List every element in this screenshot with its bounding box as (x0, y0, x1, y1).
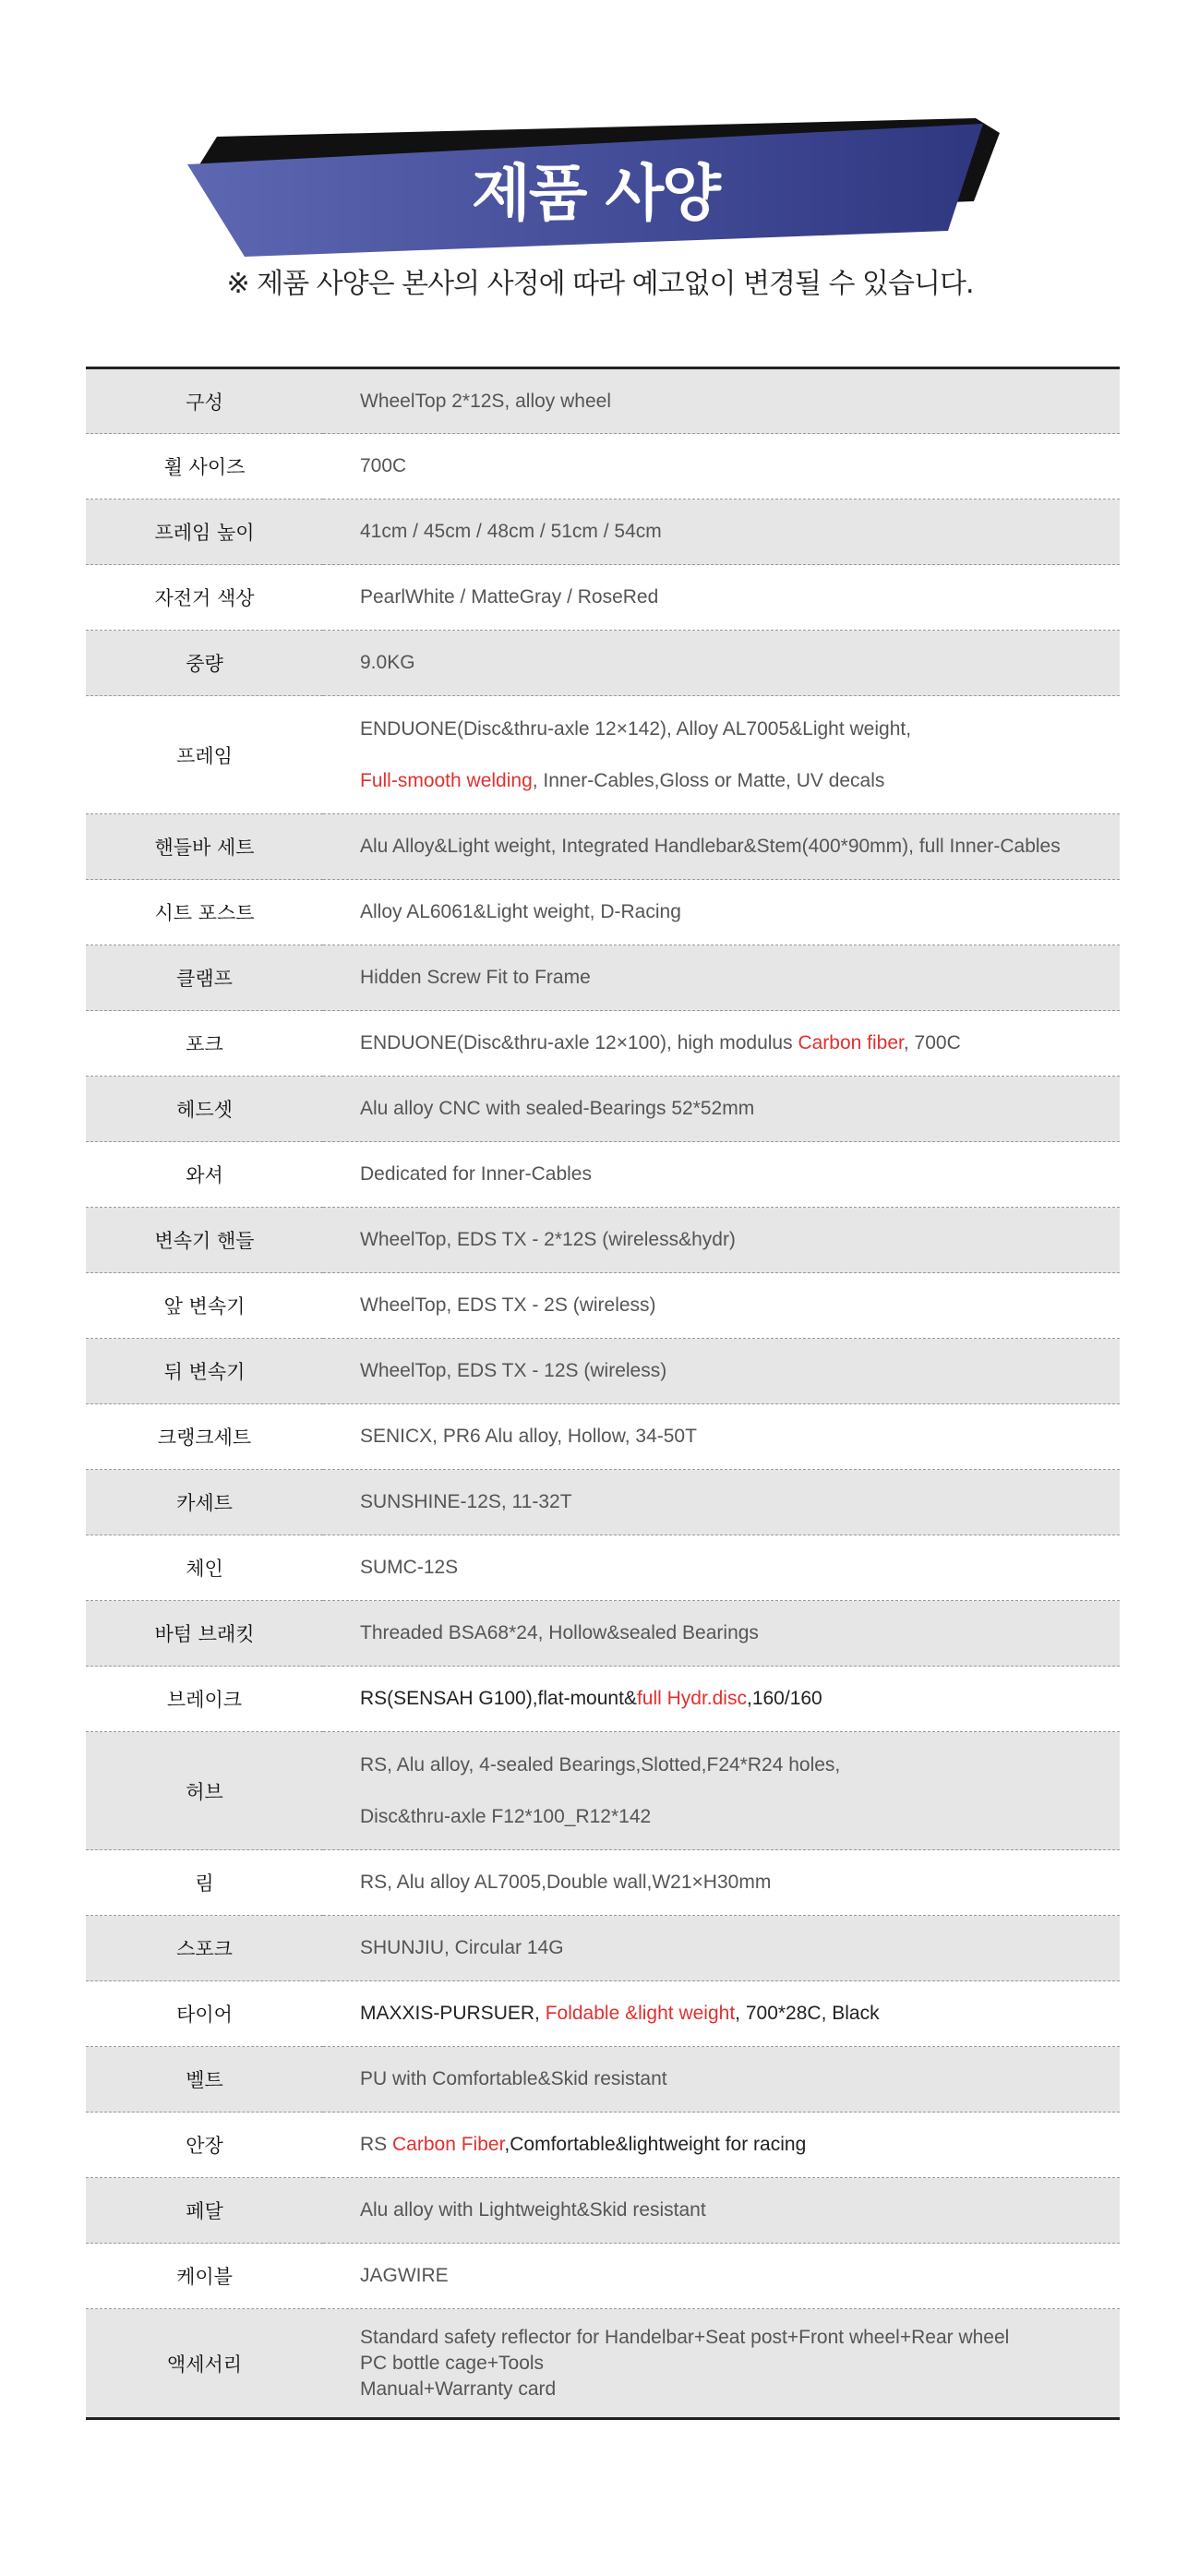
spec-label: 스포크 (86, 1916, 323, 1981)
spec-row (86, 2178, 1120, 2244)
spec-value-line (360, 2131, 1101, 2159)
spec-label: 휠 사이즈 (86, 434, 323, 500)
spec-value-line (360, 898, 1101, 926)
value-text: Disc&thru-axle F12*100_R12*142 (360, 1805, 652, 1827)
value-text: SUMC-12S (360, 1557, 459, 1578)
value-text: ENDUONE(Disc&thru-axle 12×142), Alloy AL7005&Light weight, (360, 717, 912, 740)
spec-value (323, 1273, 1120, 1339)
value-text: Threaded BSA68*24, Hollow&sealed Bearings (360, 1622, 759, 1643)
spec-row (86, 1981, 1120, 2047)
value-text: WheelTop, EDS TX - 12S (wireless) (360, 1360, 667, 1381)
spec-row (86, 880, 1120, 945)
spec-value-line (360, 388, 1101, 415)
spec-value (323, 2113, 1120, 2178)
spec-value (323, 2244, 1120, 2309)
spec-label: 체인 (86, 1535, 323, 1601)
value-text: SHUNJIU, Circular 14G (360, 1937, 564, 1958)
value-text: MAXXIS-PURSUER, (360, 2003, 546, 2024)
spec-row (86, 1850, 1120, 1916)
spec-value-line (360, 1226, 1101, 1254)
notice-text: ※ 제품 사양은 본사의 사정에 따라 예고없이 변경될 수 있습니다. (226, 268, 974, 300)
highlight-text: full Hydr.disc (636, 1688, 747, 1709)
spec-value (323, 1208, 1120, 1273)
value-text: RS (360, 2134, 393, 2155)
value-text: RS(SENSAH G100),flat-mount& (360, 1688, 637, 1709)
value-text: Dedicated for Inner-Cables (360, 1163, 592, 1185)
value-text: PearlWhite / MatteGray / RoseRed (360, 586, 659, 608)
value-text: ,160/160 (746, 1688, 822, 1709)
spec-value (323, 1011, 1120, 1077)
spec-value (323, 1077, 1120, 1142)
spec-row (86, 1142, 1120, 1208)
spec-label: 액세서리 (86, 2309, 323, 2419)
spec-row (86, 1535, 1120, 1601)
spec-value-line (360, 2377, 1101, 2402)
spec-value-line (360, 755, 1101, 807)
spec-value-line (360, 1685, 1101, 1713)
spec-value-line (360, 1869, 1101, 1896)
spec-value-line (360, 2351, 1101, 2377)
spec-label: 뒤 변속기 (86, 1339, 323, 1404)
spec-row (86, 696, 1120, 814)
spec-label: 안장 (86, 2113, 323, 2178)
spec-row (86, 2309, 1120, 2419)
spec-row (86, 1273, 1120, 1339)
spec-value-line (360, 833, 1101, 861)
spec-row (86, 631, 1120, 696)
spec-label: 프레임 (86, 696, 323, 814)
spec-value-line (360, 1739, 1101, 1791)
spec-label: 중량 (86, 631, 323, 696)
spec-value-line (360, 2197, 1101, 2224)
value-text: 700C (360, 455, 407, 476)
spec-value (323, 1981, 1120, 2047)
spec-row (86, 2244, 1120, 2309)
spec-value (323, 631, 1120, 696)
spec-row (86, 500, 1120, 565)
value-text: RS, Alu alloy, 4-sealed Bearings,Slotted,F24*R24 holes, (360, 1753, 841, 1776)
value-text: Alu alloy CNC with sealed-Bearings 52*52mm (360, 1098, 755, 1119)
highlight-text: Foldable &light weight (545, 2003, 736, 2024)
spec-value-line (360, 1791, 1101, 1843)
spec-value (323, 2047, 1120, 2113)
value-text: Alu alloy with Lightweight&Skid resistant (360, 2199, 706, 2221)
spec-row (86, 1339, 1120, 1404)
spec-value (323, 945, 1120, 1011)
spec-value (323, 1535, 1120, 1601)
spec-row (86, 2047, 1120, 2113)
spec-row (86, 1667, 1120, 1732)
spec-row (86, 1208, 1120, 1273)
value-text: JAGWIRE (360, 2265, 449, 2286)
spec-value-line (360, 1292, 1101, 1319)
spec-value (323, 880, 1120, 945)
spec-row (86, 814, 1120, 880)
spec-value-line (360, 1619, 1101, 1647)
spec-label: 와셔 (86, 1142, 323, 1208)
value-text: WheelTop 2*12S, alloy wheel (360, 390, 611, 412)
spec-label: 케이블 (86, 2244, 323, 2309)
spec-value (323, 1339, 1120, 1404)
spec-value-line (360, 1554, 1101, 1582)
spec-value (323, 1916, 1120, 1981)
spec-value-line (360, 2325, 1101, 2351)
spec-value-line (360, 704, 1101, 755)
spec-label: 앞 변속기 (86, 1273, 323, 1339)
value-text: , Inner-Cables,Gloss or Matte, UV decals (532, 769, 885, 791)
spec-label: 브레이크 (86, 1667, 323, 1732)
value-text: Hidden Screw Fit to Frame (360, 967, 591, 988)
value-text: Alloy AL6061&Light weight, D-Racing (360, 901, 681, 922)
spec-value (323, 814, 1120, 880)
value-text: SUNSHINE-12S, 11-32T (360, 1491, 572, 1512)
spec-row (86, 565, 1120, 631)
spec-value-line (360, 1488, 1101, 1516)
spec-value (323, 565, 1120, 631)
spec-value-line (360, 1029, 1101, 1057)
spec-label: 카세트 (86, 1470, 323, 1535)
spec-value-line (360, 584, 1101, 611)
spec-label: 허브 (86, 1732, 323, 1850)
spec-value (323, 1732, 1120, 1850)
value-text: WheelTop, EDS TX - 2*12S (wireless&hydr) (360, 1229, 736, 1250)
value-text: PU with Comfortable&Skid resistant (360, 2068, 667, 2089)
spec-row (86, 1601, 1120, 1667)
spec-label: 타이어 (86, 1981, 323, 2047)
spec-label: 크랭크세트 (86, 1404, 323, 1470)
spec-value-line (360, 518, 1101, 546)
spec-row (86, 1011, 1120, 1077)
spec-table (86, 367, 1120, 2420)
spec-value-line (360, 1934, 1101, 1962)
spec-value-line (360, 452, 1101, 480)
value-text: , 700*28C, Black (735, 2003, 880, 2024)
spec-value (323, 434, 1120, 500)
spec-value-line (360, 1357, 1101, 1385)
value-text: ,Comfortable&lightweight for racing (504, 2134, 807, 2155)
spec-row (86, 434, 1120, 500)
highlight-text: Carbon fiber (798, 1032, 904, 1053)
spec-value-line (360, 649, 1101, 677)
value-text: ENDUONE(Disc&thru-axle 12×100), high modulus (360, 1032, 798, 1053)
spec-value (323, 1142, 1120, 1208)
spec-value-line (360, 2000, 1101, 2028)
spec-value (323, 500, 1120, 565)
spec-value (323, 696, 1120, 814)
spec-value (323, 1601, 1120, 1667)
spec-label: 림 (86, 1850, 323, 1916)
spec-value-line (360, 1161, 1101, 1188)
spec-value-line (360, 1423, 1101, 1451)
spec-row (86, 945, 1120, 1011)
value-text: RS, Alu alloy AL7005,Double wall,W21×H30mm (360, 1872, 772, 1893)
title-banner (180, 111, 1011, 272)
spec-value (323, 1470, 1120, 1535)
spec-value (323, 368, 1120, 434)
spec-value (323, 2178, 1120, 2244)
highlight-text: Carbon Fiber (392, 2134, 505, 2155)
spec-row (86, 1916, 1120, 1981)
spec-value (323, 2309, 1120, 2419)
spec-row (86, 1732, 1120, 1850)
spec-label: 시트 포스트 (86, 880, 323, 945)
spec-label: 자전거 색상 (86, 565, 323, 631)
spec-label: 포크 (86, 1011, 323, 1077)
spec-row (86, 2113, 1120, 2178)
spec-label: 변속기 핸들 (86, 1208, 323, 1273)
highlight-text: Full-smooth welding (360, 769, 533, 791)
spec-label: 클램프 (86, 945, 323, 1011)
spec-value (323, 1667, 1120, 1732)
spec-label: 프레임 높이 (86, 500, 323, 565)
spec-row (86, 1404, 1120, 1470)
value-text: , 700C (903, 1032, 961, 1053)
value-text: 41cm / 45cm / 48cm / 51cm / 54cm (360, 521, 662, 542)
value-text: PC bottle cage+Tools (360, 2352, 545, 2374)
spec-value-line (360, 964, 1101, 992)
spec-value-line (360, 2262, 1101, 2290)
value-text: WheelTop, EDS TX - 2S (wireless) (360, 1294, 656, 1316)
value-text: SENICX, PR6 Alu alloy, Hollow, 34-50T (360, 1426, 697, 1447)
spec-value (323, 1850, 1120, 1916)
spec-value-line (360, 1095, 1101, 1123)
spec-value-line (360, 2065, 1101, 2093)
page-title: 제품 사양 (471, 158, 720, 229)
spec-row (86, 368, 1120, 434)
spec-label: 구성 (86, 368, 323, 434)
spec-value (323, 1404, 1120, 1470)
spec-row (86, 1077, 1120, 1142)
spec-label: 벨트 (86, 2047, 323, 2113)
spec-label: 페달 (86, 2178, 323, 2244)
spec-label: 바텀 브래킷 (86, 1601, 323, 1667)
value-text: 9.0KG (360, 652, 415, 673)
value-text: Standard safety reflector for Handelbar+Seat post+Front wheel+Rear wheel (360, 2326, 1010, 2348)
value-text: Manual+Warranty card (360, 2377, 557, 2400)
spec-row (86, 1470, 1120, 1535)
spec-label: 헤드셋 (86, 1077, 323, 1142)
spec-label: 핸들바 세트 (86, 814, 323, 880)
value-text: Alu Alloy&Light weight, Integrated Handlebar&Stem(400*90mm), full Inner-Cables (360, 836, 1061, 857)
